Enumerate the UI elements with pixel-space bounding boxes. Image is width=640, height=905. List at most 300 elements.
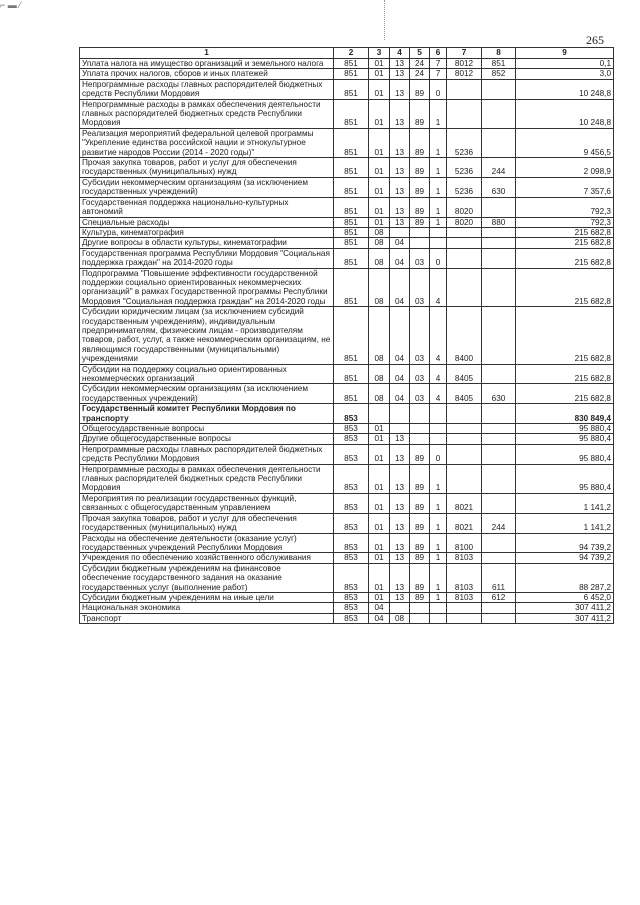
header-cell: 8 xyxy=(482,48,516,59)
kved-cell: 851 xyxy=(334,128,369,157)
amount-cell: 3,0 xyxy=(516,69,614,79)
vr-cell: 244 xyxy=(482,158,516,178)
rz-cell: 01 xyxy=(369,563,390,592)
row-name-cell: Государственный комитет Республики Мордовия по транспорту xyxy=(80,404,334,424)
csr-a-cell xyxy=(410,434,430,444)
csr-b-cell xyxy=(430,603,447,613)
csr-a-cell: 89 xyxy=(410,563,430,592)
amount-cell: 215 682,8 xyxy=(516,248,614,268)
row-name-cell: Уплата прочих налогов, сборов и иных платежей xyxy=(80,69,334,79)
kved-cell: 853 xyxy=(334,424,369,434)
rz-cell: 01 xyxy=(369,533,390,553)
rz-cell: 01 xyxy=(369,493,390,513)
rz-cell: 01 xyxy=(369,99,390,128)
kved-cell: 853 xyxy=(334,563,369,592)
budget-table xyxy=(79,47,614,624)
row-name-cell: Непрограммные расходы главных распорядителей бюджетных средств Республики Мордовия xyxy=(80,79,334,99)
amount-cell: 307 411,2 xyxy=(516,613,614,623)
csr-c-cell: 8020 xyxy=(447,197,482,217)
csr-b-cell: 1 xyxy=(430,158,447,178)
csr-a-cell: 03 xyxy=(410,384,430,404)
csr-c-cell xyxy=(447,444,482,464)
pr-cell: 04 xyxy=(390,248,410,268)
kved-cell: 851 xyxy=(334,59,369,69)
csr-c-cell xyxy=(447,238,482,248)
pr-cell xyxy=(390,404,410,424)
csr-c-cell xyxy=(447,99,482,128)
vr-cell: 852 xyxy=(482,69,516,79)
vr-cell xyxy=(482,307,516,364)
csr-a-cell: 89 xyxy=(410,444,430,464)
csr-b-cell: 1 xyxy=(430,553,447,563)
table-row xyxy=(80,384,614,404)
csr-c-cell xyxy=(447,404,482,424)
row-name-cell: Субсидии некоммерческим организациям (за исключением государственных учреждений) xyxy=(80,384,334,404)
csr-c-cell: 5236 xyxy=(447,177,482,197)
vr-cell: 880 xyxy=(482,217,516,227)
pr-cell: 13 xyxy=(390,69,410,79)
csr-c-cell: 8103 xyxy=(447,563,482,592)
pr-cell: 13 xyxy=(390,158,410,178)
csr-a-cell: 03 xyxy=(410,364,430,384)
row-name-cell: Субсидии некоммерческим организациям (за исключением государственных учреждений) xyxy=(80,177,334,197)
rz-cell: 01 xyxy=(369,177,390,197)
pr-cell: 04 xyxy=(390,384,410,404)
rz-cell: 01 xyxy=(369,158,390,178)
csr-a-cell xyxy=(410,238,430,248)
table-row xyxy=(80,248,614,268)
kved-cell: 851 xyxy=(334,364,369,384)
rz-cell: 08 xyxy=(369,248,390,268)
rz-cell: 01 xyxy=(369,197,390,217)
vr-cell xyxy=(482,248,516,268)
table-row xyxy=(80,158,614,178)
row-name-cell: Культура, кинематография xyxy=(80,227,334,237)
pr-cell: 13 xyxy=(390,464,410,493)
row-name-cell: Подпрограмма "Повышение эффективности государственной поддержки социально ориентированных некоммерческих организаций" в рамках Государственной программы Республики Мордовия "Социальная поддержка граждан" на 2014-2020 годы xyxy=(80,268,334,307)
vr-cell: 630 xyxy=(482,384,516,404)
kved-cell: 851 xyxy=(334,384,369,404)
pr-cell xyxy=(390,227,410,237)
amount-cell: 792,3 xyxy=(516,217,614,227)
rz-cell: 08 xyxy=(369,364,390,384)
csr-b-cell xyxy=(430,424,447,434)
row-name-cell: Прочая закупка товаров, работ и услуг для обеспечения государственных (муниципальных) нужд xyxy=(80,158,334,178)
rz-cell: 08 xyxy=(369,238,390,248)
csr-b-cell: 4 xyxy=(430,364,447,384)
vr-cell: 630 xyxy=(482,177,516,197)
table-row xyxy=(80,217,614,227)
csr-c-cell xyxy=(447,603,482,613)
csr-b-cell xyxy=(430,434,447,444)
vr-cell xyxy=(482,603,516,613)
row-name-cell: Государственная поддержка национально-культурных автономий xyxy=(80,197,334,217)
amount-cell: 94 739,2 xyxy=(516,533,614,553)
csr-c-cell: 8020 xyxy=(447,217,482,227)
table-row xyxy=(80,553,614,563)
rz-cell xyxy=(369,404,390,424)
row-name-cell: Общегосударственные вопросы xyxy=(80,424,334,434)
csr-c-cell: 8012 xyxy=(447,69,482,79)
vr-cell xyxy=(482,404,516,424)
csr-b-cell: 4 xyxy=(430,307,447,364)
csr-b-cell: 1 xyxy=(430,493,447,513)
rz-cell: 08 xyxy=(369,307,390,364)
csr-b-cell xyxy=(430,404,447,424)
csr-b-cell: 0 xyxy=(430,444,447,464)
csr-a-cell: 24 xyxy=(410,69,430,79)
pr-cell: 13 xyxy=(390,553,410,563)
csr-c-cell: 8405 xyxy=(447,384,482,404)
amount-cell: 1 141,2 xyxy=(516,513,614,533)
csr-c-cell xyxy=(447,434,482,444)
row-name-cell: Субсидии бюджетным учреждениям на иные цели xyxy=(80,592,334,602)
pr-cell: 13 xyxy=(390,563,410,592)
table-row xyxy=(80,424,614,434)
csr-a-cell xyxy=(410,404,430,424)
pr-cell xyxy=(390,603,410,613)
csr-b-cell: 7 xyxy=(430,59,447,69)
row-name-cell: Другие общегосударственные вопросы xyxy=(80,434,334,444)
row-name-cell: Непрограммные расходы главных распорядителей бюджетных средств Республики Мордовия xyxy=(80,444,334,464)
amount-cell: 792,3 xyxy=(516,197,614,217)
csr-b-cell: 1 xyxy=(430,177,447,197)
table-row xyxy=(80,197,614,217)
pr-cell: 13 xyxy=(390,128,410,157)
kved-cell: 853 xyxy=(334,464,369,493)
rz-cell: 01 xyxy=(369,434,390,444)
vr-cell: 612 xyxy=(482,592,516,602)
amount-cell: 215 682,8 xyxy=(516,307,614,364)
kved-cell: 851 xyxy=(334,177,369,197)
scan-artifact: ⌐ ▬ ⁄ xyxy=(0,0,21,10)
csr-b-cell: 1 xyxy=(430,217,447,227)
table-row xyxy=(80,238,614,248)
csr-b-cell: 1 xyxy=(430,592,447,602)
csr-a-cell xyxy=(410,424,430,434)
kved-cell: 851 xyxy=(334,248,369,268)
row-name-cell: Непрограммные расходы в рамках обеспечения деятельности главных распорядителей бюджетных средств Республики Мордовия xyxy=(80,464,334,493)
row-name-cell: Реализация мероприятий федеральной целевой программы "Укрепление единства российской нации и этнокультурное развитие народов России (2014 - 2020 годы)" xyxy=(80,128,334,157)
kved-cell: 851 xyxy=(334,99,369,128)
header-cell: 9 xyxy=(516,48,614,59)
csr-a-cell: 89 xyxy=(410,493,430,513)
csr-c-cell xyxy=(447,464,482,493)
pr-cell: 04 xyxy=(390,268,410,307)
amount-cell: 6 452,0 xyxy=(516,592,614,602)
vr-cell xyxy=(482,197,516,217)
table-row xyxy=(80,513,614,533)
csr-c-cell xyxy=(447,227,482,237)
csr-a-cell: 89 xyxy=(410,464,430,493)
table-row xyxy=(80,99,614,128)
rz-cell: 08 xyxy=(369,227,390,237)
pr-cell: 08 xyxy=(390,613,410,623)
kved-cell: 851 xyxy=(334,227,369,237)
csr-a-cell: 89 xyxy=(410,158,430,178)
rz-cell: 08 xyxy=(369,384,390,404)
pr-cell: 13 xyxy=(390,434,410,444)
kved-cell: 851 xyxy=(334,69,369,79)
csr-c-cell: 8405 xyxy=(447,364,482,384)
kved-cell: 853 xyxy=(334,513,369,533)
rz-cell: 01 xyxy=(369,424,390,434)
table-row xyxy=(80,444,614,464)
csr-a-cell xyxy=(410,227,430,237)
row-name-cell: Специальные расходы xyxy=(80,217,334,227)
row-name-cell: Прочая закупка товаров, работ и услуг для обеспечения государственных (муниципальных) нужд xyxy=(80,513,334,533)
pr-cell: 13 xyxy=(390,444,410,464)
kved-cell: 853 xyxy=(334,533,369,553)
vr-cell xyxy=(482,434,516,444)
csr-a-cell: 89 xyxy=(410,592,430,602)
csr-a-cell: 89 xyxy=(410,197,430,217)
row-name-cell: Субсидии бюджетным учреждениям на финансовое обеспечение государственного задания на оказание государственных услуг (выполнение работ) xyxy=(80,563,334,592)
table-row xyxy=(80,268,614,307)
rz-cell: 01 xyxy=(369,513,390,533)
pr-cell: 13 xyxy=(390,493,410,513)
kved-cell: 853 xyxy=(334,434,369,444)
csr-a-cell: 89 xyxy=(410,177,430,197)
header-cell: 1 xyxy=(80,48,334,59)
amount-cell: 215 682,8 xyxy=(516,364,614,384)
csr-a-cell: 89 xyxy=(410,128,430,157)
kved-cell: 853 xyxy=(334,592,369,602)
amount-cell: 307 411,2 xyxy=(516,603,614,613)
rz-cell: 08 xyxy=(369,268,390,307)
csr-a-cell: 89 xyxy=(410,533,430,553)
csr-b-cell: 1 xyxy=(430,128,447,157)
row-name-cell: Транспорт xyxy=(80,613,334,623)
amount-cell: 95 880,4 xyxy=(516,444,614,464)
table-row xyxy=(80,464,614,493)
table-row xyxy=(80,128,614,157)
csr-c-cell xyxy=(447,613,482,623)
row-name-cell: Субсидии юридическим лицам (за исключением субсидий государственным учреждениям), индивидуальным предпринимателям, физическим лицам - производителям товаров, работ, услуг, а также некоммерческим организациям, не являющимся государственными (муниципальными) учреждениями xyxy=(80,307,334,364)
kved-cell: 851 xyxy=(334,79,369,99)
header-cell: 2 xyxy=(334,48,369,59)
csr-b-cell xyxy=(430,613,447,623)
header-cell: 3 xyxy=(369,48,390,59)
csr-a-cell: 89 xyxy=(410,553,430,563)
vr-cell xyxy=(482,464,516,493)
csr-c-cell: 8100 xyxy=(447,533,482,553)
header-cell: 7 xyxy=(447,48,482,59)
amount-cell: 830 849,4 xyxy=(516,404,614,424)
kved-cell: 853 xyxy=(334,553,369,563)
csr-c-cell: 8103 xyxy=(447,553,482,563)
page-number: 265 xyxy=(586,33,604,47)
table-header xyxy=(80,48,614,59)
rz-cell: 01 xyxy=(369,444,390,464)
csr-a-cell: 89 xyxy=(410,217,430,227)
csr-b-cell: 0 xyxy=(430,248,447,268)
row-name-cell: Государственная программа Республики Мордовия "Социальная поддержка граждан" на 2014-2020 годы xyxy=(80,248,334,268)
amount-cell: 95 880,4 xyxy=(516,434,614,444)
rz-cell: 01 xyxy=(369,79,390,99)
kved-cell: 851 xyxy=(334,197,369,217)
kved-cell: 851 xyxy=(334,217,369,227)
pr-cell: 04 xyxy=(390,238,410,248)
row-name-cell: Мероприятия по реализации государственных функций, связанных с общегосударственным управлением xyxy=(80,493,334,513)
row-name-cell: Уплата налога на имущество организаций и земельного налога xyxy=(80,59,334,69)
amount-cell: 10 248,8 xyxy=(516,79,614,99)
kved-cell: 853 xyxy=(334,603,369,613)
csr-c-cell: 5236 xyxy=(447,158,482,178)
vr-cell xyxy=(482,128,516,157)
csr-c-cell: 5236 xyxy=(447,128,482,157)
csr-c-cell xyxy=(447,248,482,268)
csr-a-cell: 89 xyxy=(410,513,430,533)
csr-a-cell: 89 xyxy=(410,99,430,128)
kved-cell: 853 xyxy=(334,613,369,623)
vr-cell xyxy=(482,493,516,513)
amount-cell: 94 739,2 xyxy=(516,553,614,563)
csr-c-cell: 8400 xyxy=(447,307,482,364)
csr-b-cell: 1 xyxy=(430,464,447,493)
table-row xyxy=(80,434,614,444)
rz-cell: 04 xyxy=(369,613,390,623)
table-row xyxy=(80,613,614,623)
csr-c-cell xyxy=(447,424,482,434)
table-row xyxy=(80,177,614,197)
amount-cell: 0,1 xyxy=(516,59,614,69)
rz-cell: 01 xyxy=(369,553,390,563)
csr-b-cell: 1 xyxy=(430,99,447,128)
vr-cell: 244 xyxy=(482,513,516,533)
amount-cell: 215 682,8 xyxy=(516,384,614,404)
vr-cell xyxy=(482,553,516,563)
pr-cell: 13 xyxy=(390,177,410,197)
kved-cell: 853 xyxy=(334,404,369,424)
csr-a-cell xyxy=(410,613,430,623)
rz-cell: 01 xyxy=(369,59,390,69)
csr-b-cell: 1 xyxy=(430,563,447,592)
pr-cell: 13 xyxy=(390,592,410,602)
row-name-cell: Субсидии на поддержку социально ориентированных некоммерческих организаций xyxy=(80,364,334,384)
amount-cell: 7 357,6 xyxy=(516,177,614,197)
rz-cell: 01 xyxy=(369,69,390,79)
table-row xyxy=(80,404,614,424)
row-name-cell: Расходы на обеспечение деятельности (оказание услуг) государственных учреждений Республики Мордовия xyxy=(80,533,334,553)
rz-cell: 01 xyxy=(369,128,390,157)
kved-cell: 851 xyxy=(334,238,369,248)
pr-cell: 13 xyxy=(390,99,410,128)
vr-cell xyxy=(482,613,516,623)
vr-cell xyxy=(482,444,516,464)
header-cell: 5 xyxy=(410,48,430,59)
amount-cell: 1 141,2 xyxy=(516,493,614,513)
kved-cell: 851 xyxy=(334,307,369,364)
amount-cell: 215 682,8 xyxy=(516,268,614,307)
csr-b-cell: 4 xyxy=(430,384,447,404)
csr-c-cell: 8021 xyxy=(447,513,482,533)
csr-c-cell xyxy=(447,268,482,307)
pr-cell: 13 xyxy=(390,79,410,99)
table-row xyxy=(80,533,614,553)
csr-c-cell: 8021 xyxy=(447,493,482,513)
table-row xyxy=(80,364,614,384)
csr-a-cell: 03 xyxy=(410,268,430,307)
vr-cell xyxy=(482,99,516,128)
rz-cell: 01 xyxy=(369,464,390,493)
amount-cell: 95 880,4 xyxy=(516,424,614,434)
vr-cell xyxy=(482,238,516,248)
vr-cell xyxy=(482,533,516,553)
csr-a-cell xyxy=(410,603,430,613)
csr-c-cell xyxy=(447,79,482,99)
amount-cell: 10 248,8 xyxy=(516,99,614,128)
row-name-cell: Национальная экономика xyxy=(80,603,334,613)
kved-cell: 851 xyxy=(334,268,369,307)
fold-mark xyxy=(384,0,386,40)
row-name-cell: Учреждения по обеспечению хозяйственного обслуживания xyxy=(80,553,334,563)
vr-cell xyxy=(482,79,516,99)
csr-b-cell: 7 xyxy=(430,69,447,79)
pr-cell: 13 xyxy=(390,533,410,553)
amount-cell: 9 456,5 xyxy=(516,128,614,157)
amount-cell: 2 098,9 xyxy=(516,158,614,178)
csr-c-cell: 8012 xyxy=(447,59,482,69)
kved-cell: 853 xyxy=(334,444,369,464)
vr-cell: 851 xyxy=(482,59,516,69)
csr-b-cell: 0 xyxy=(430,79,447,99)
row-name-cell: Другие вопросы в области культуры, кинематографии xyxy=(80,238,334,248)
table-row xyxy=(80,69,614,79)
csr-a-cell: 03 xyxy=(410,248,430,268)
vr-cell: 611 xyxy=(482,563,516,592)
kved-cell: 853 xyxy=(334,493,369,513)
pr-cell: 13 xyxy=(390,513,410,533)
amount-cell: 88 287,2 xyxy=(516,563,614,592)
vr-cell xyxy=(482,364,516,384)
rz-cell: 01 xyxy=(369,217,390,227)
header-cell: 4 xyxy=(390,48,410,59)
table-row xyxy=(80,307,614,364)
table-row xyxy=(80,563,614,592)
csr-a-cell: 03 xyxy=(410,307,430,364)
pr-cell xyxy=(390,424,410,434)
amount-cell: 95 880,4 xyxy=(516,464,614,493)
csr-b-cell xyxy=(430,238,447,248)
rz-cell: 01 xyxy=(369,592,390,602)
rz-cell: 04 xyxy=(369,603,390,613)
csr-b-cell: 1 xyxy=(430,513,447,533)
csr-b-cell: 1 xyxy=(430,533,447,553)
table-row xyxy=(80,493,614,513)
header-cell: 6 xyxy=(430,48,447,59)
csr-b-cell: 1 xyxy=(430,197,447,217)
vr-cell xyxy=(482,268,516,307)
pr-cell: 13 xyxy=(390,59,410,69)
csr-c-cell: 8103 xyxy=(447,592,482,602)
csr-b-cell xyxy=(430,227,447,237)
csr-a-cell: 24 xyxy=(410,59,430,69)
amount-cell: 215 682,8 xyxy=(516,227,614,237)
pr-cell: 13 xyxy=(390,197,410,217)
kved-cell: 851 xyxy=(334,158,369,178)
pr-cell: 04 xyxy=(390,307,410,364)
table-row xyxy=(80,79,614,99)
csr-b-cell: 4 xyxy=(430,268,447,307)
vr-cell xyxy=(482,227,516,237)
table-row xyxy=(80,592,614,602)
table-row xyxy=(80,603,614,613)
amount-cell: 215 682,8 xyxy=(516,238,614,248)
vr-cell xyxy=(482,424,516,434)
pr-cell: 04 xyxy=(390,364,410,384)
pr-cell: 13 xyxy=(390,217,410,227)
